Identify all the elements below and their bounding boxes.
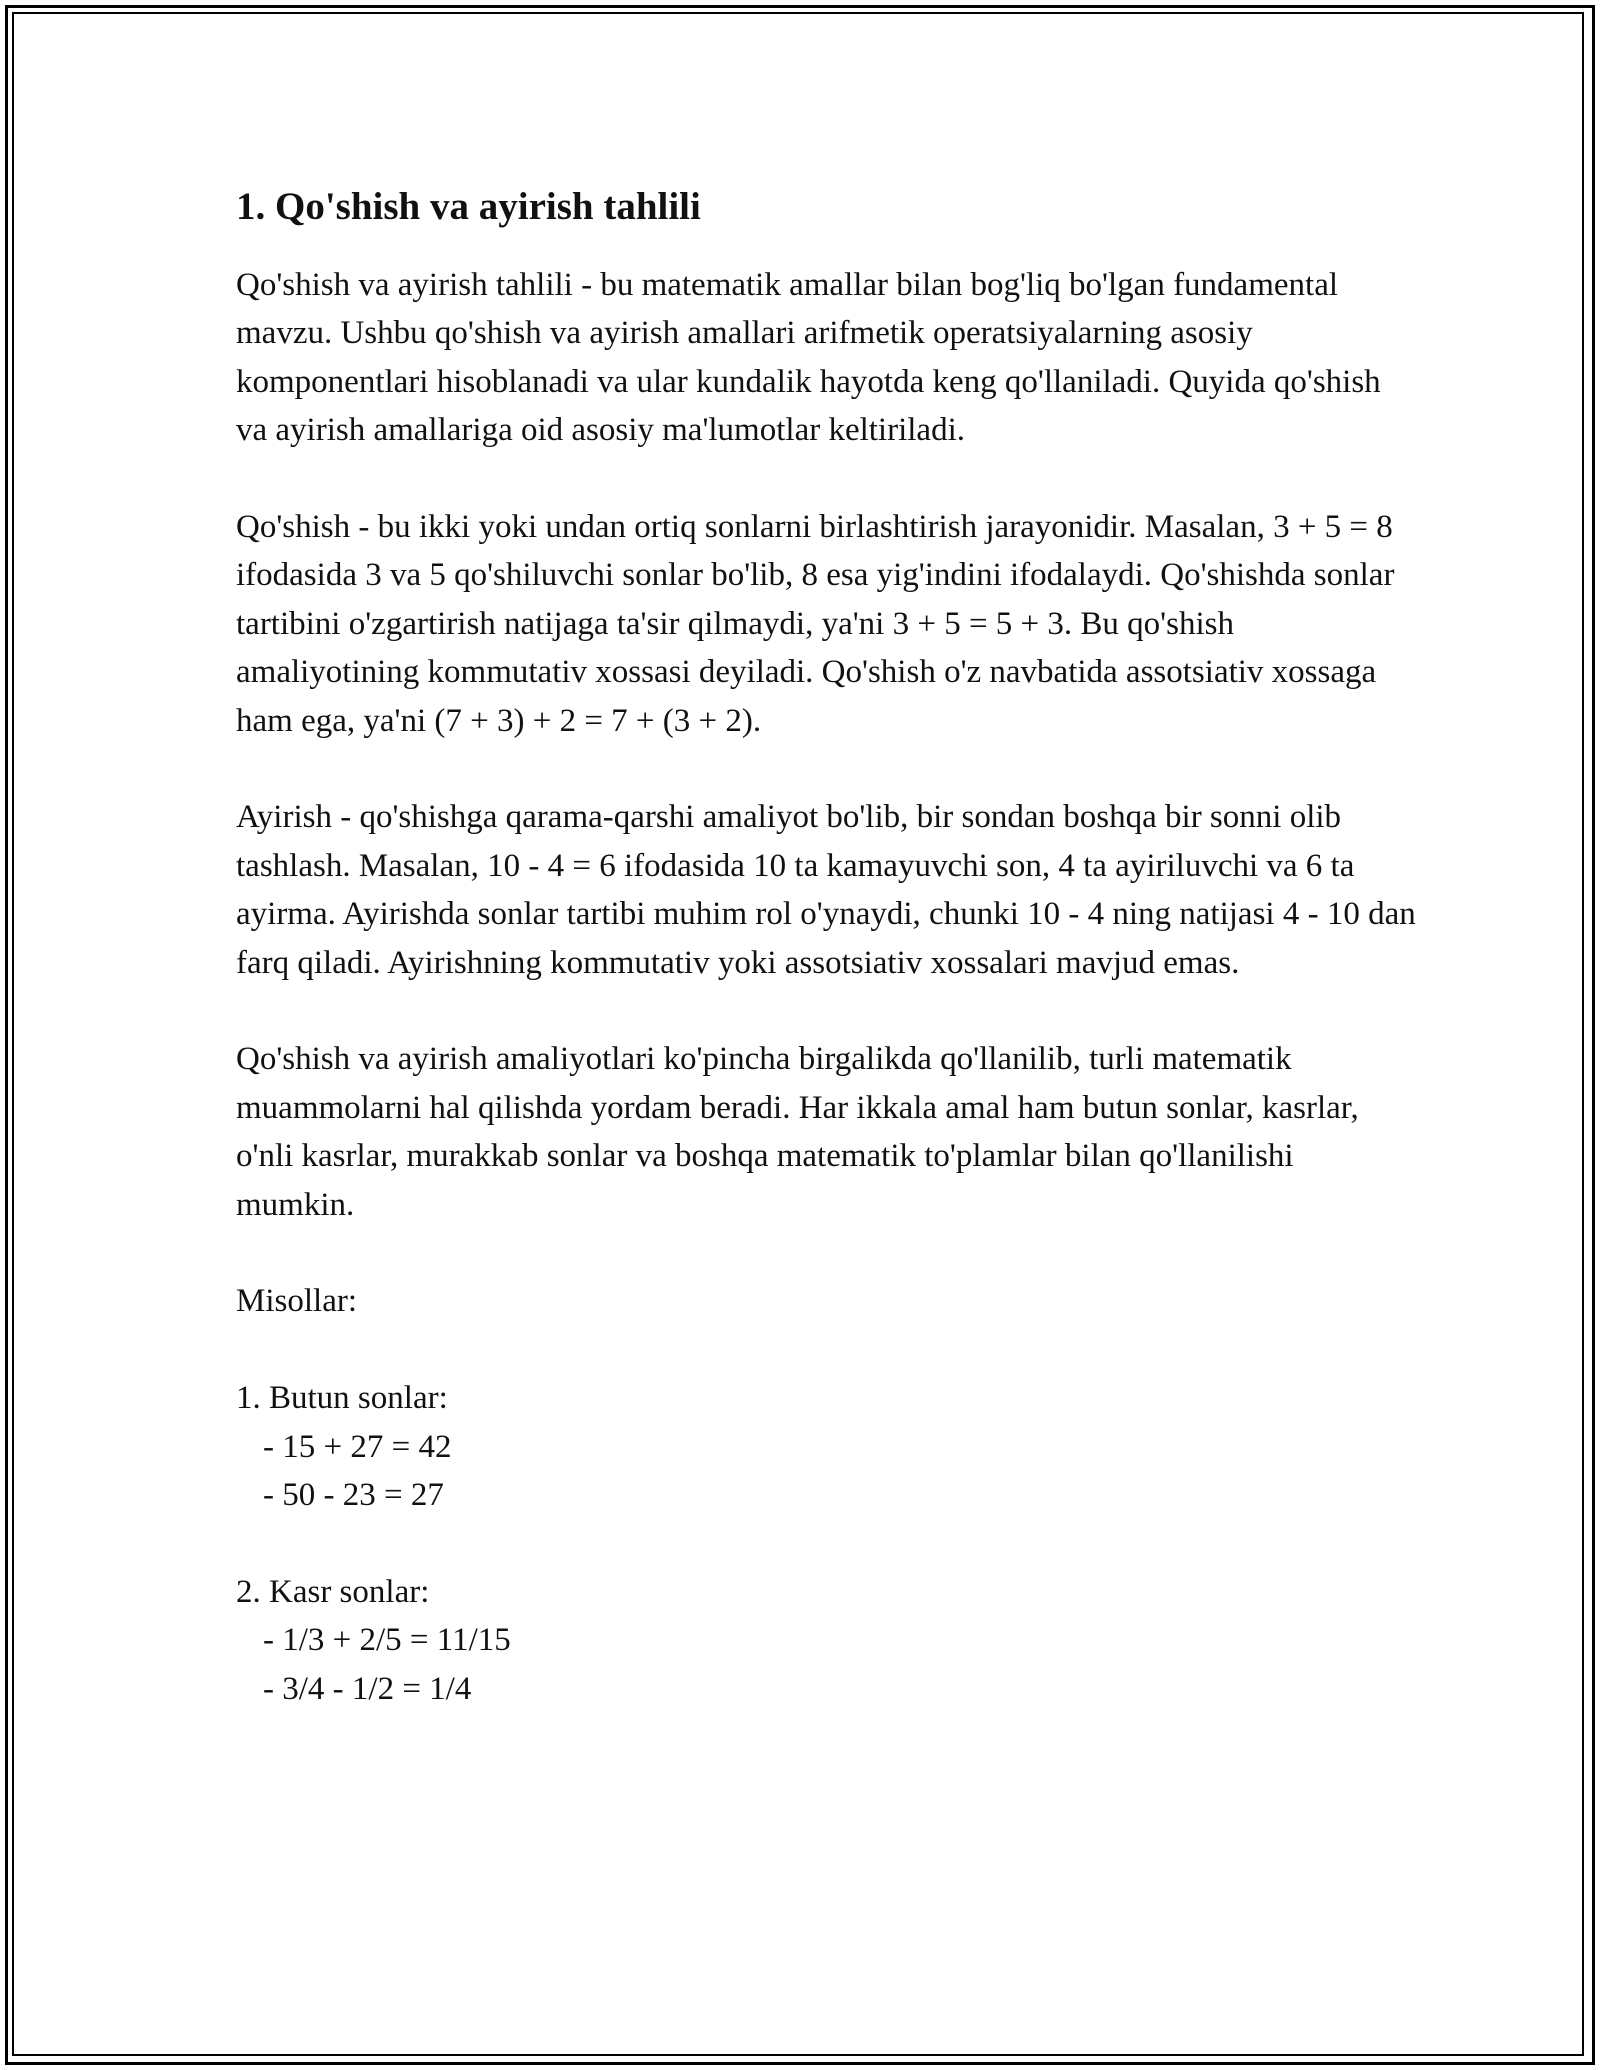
example-group-title: 1. Butun sonlar: [236, 1380, 448, 1417]
examples-heading: Misollar: [236, 1283, 357, 1320]
example-item: - 15 + 27 = 42 [263, 1428, 452, 1465]
paragraph-combined: Qo'shish va ayirish amaliyotlari ko'pincha birgalikda qo'llanilib, turli matematik muammolarni hal qilishda yordam beradi. Har ikkala amal ham butun sonlar, kasrlar, o'nli kasrlar, murakkab sonlar va boshqa matematik to'plamlar bilan qo'llanilishi mumkin. [236, 1041, 1359, 1223]
paragraph-addition: Qo'shish - bu ikki yoki undan ortiq sonlarni birlashtirish jarayonidir. Masalan, 3 + 5 = 8 ifodasida 3 va 5 qo'shiluvchi sonlar bo'lib, 8 esa yig'indini ifodalaydi. Qo'shishda sonlar tartibini o'zgartirish natijaga ta'sir qilmaydi, ya'ni 3 + 5 = 5 + 3. Bu qo'shish amaliyotining kommutativ xossasi deyiladi. Qo'shish o'z navbatida assotsiativ xossaga ham ega, ya'ni (7 + 3) + 2 = 7 + (3 + 2). [236, 509, 1395, 739]
example-item: - 1/3 + 2/5 = 11/15 [263, 1622, 511, 1659]
document-body [236, 185, 1416, 1761]
example-group-fractions [236, 1568, 1416, 1713]
example-group-title: 2. Kasr sonlar: [236, 1573, 430, 1610]
paragraph-subtraction: Ayirish - qo'shishga qarama-qarshi amaliyot bo'lib, bir sondan boshqa bir sonni olib tashlash. Masalan, 10 - 4 = 6 ifodasida 10 ta kamayuvchi son, 4 ta ayiriluvchi va 6 ta ayirma. Ayirishda sonlar tartibi muhim rol o'ynaydi, chunki 10 - 4 ning natijasi 4 - 10 dan farq qiladi. Ayirishning kommutativ yoki assotsiativ xossalari mavjud emas. [236, 799, 1416, 981]
example-item: - 50 - 23 = 27 [263, 1477, 444, 1514]
example-item: - 3/4 - 1/2 = 1/4 [263, 1670, 472, 1707]
example-group-integers [236, 1374, 1416, 1519]
paragraph-intro: Qo'shish va ayirish tahlili - bu matematik amallar bilan bog'liq bo'lgan fundamental mavzu. Ushbu qo'shish va ayirish amallari arifmetik operatsiyalarning asosiy komponentlari hisoblanadi va ular kundalik hayotda keng qo'llaniladi. Quyida qo'shish va ayirish amallariga oid asosiy ma'lumotlar keltiriladi. [236, 267, 1381, 449]
section-title: 1. Qo'shish va ayirish tahlili [236, 185, 701, 228]
